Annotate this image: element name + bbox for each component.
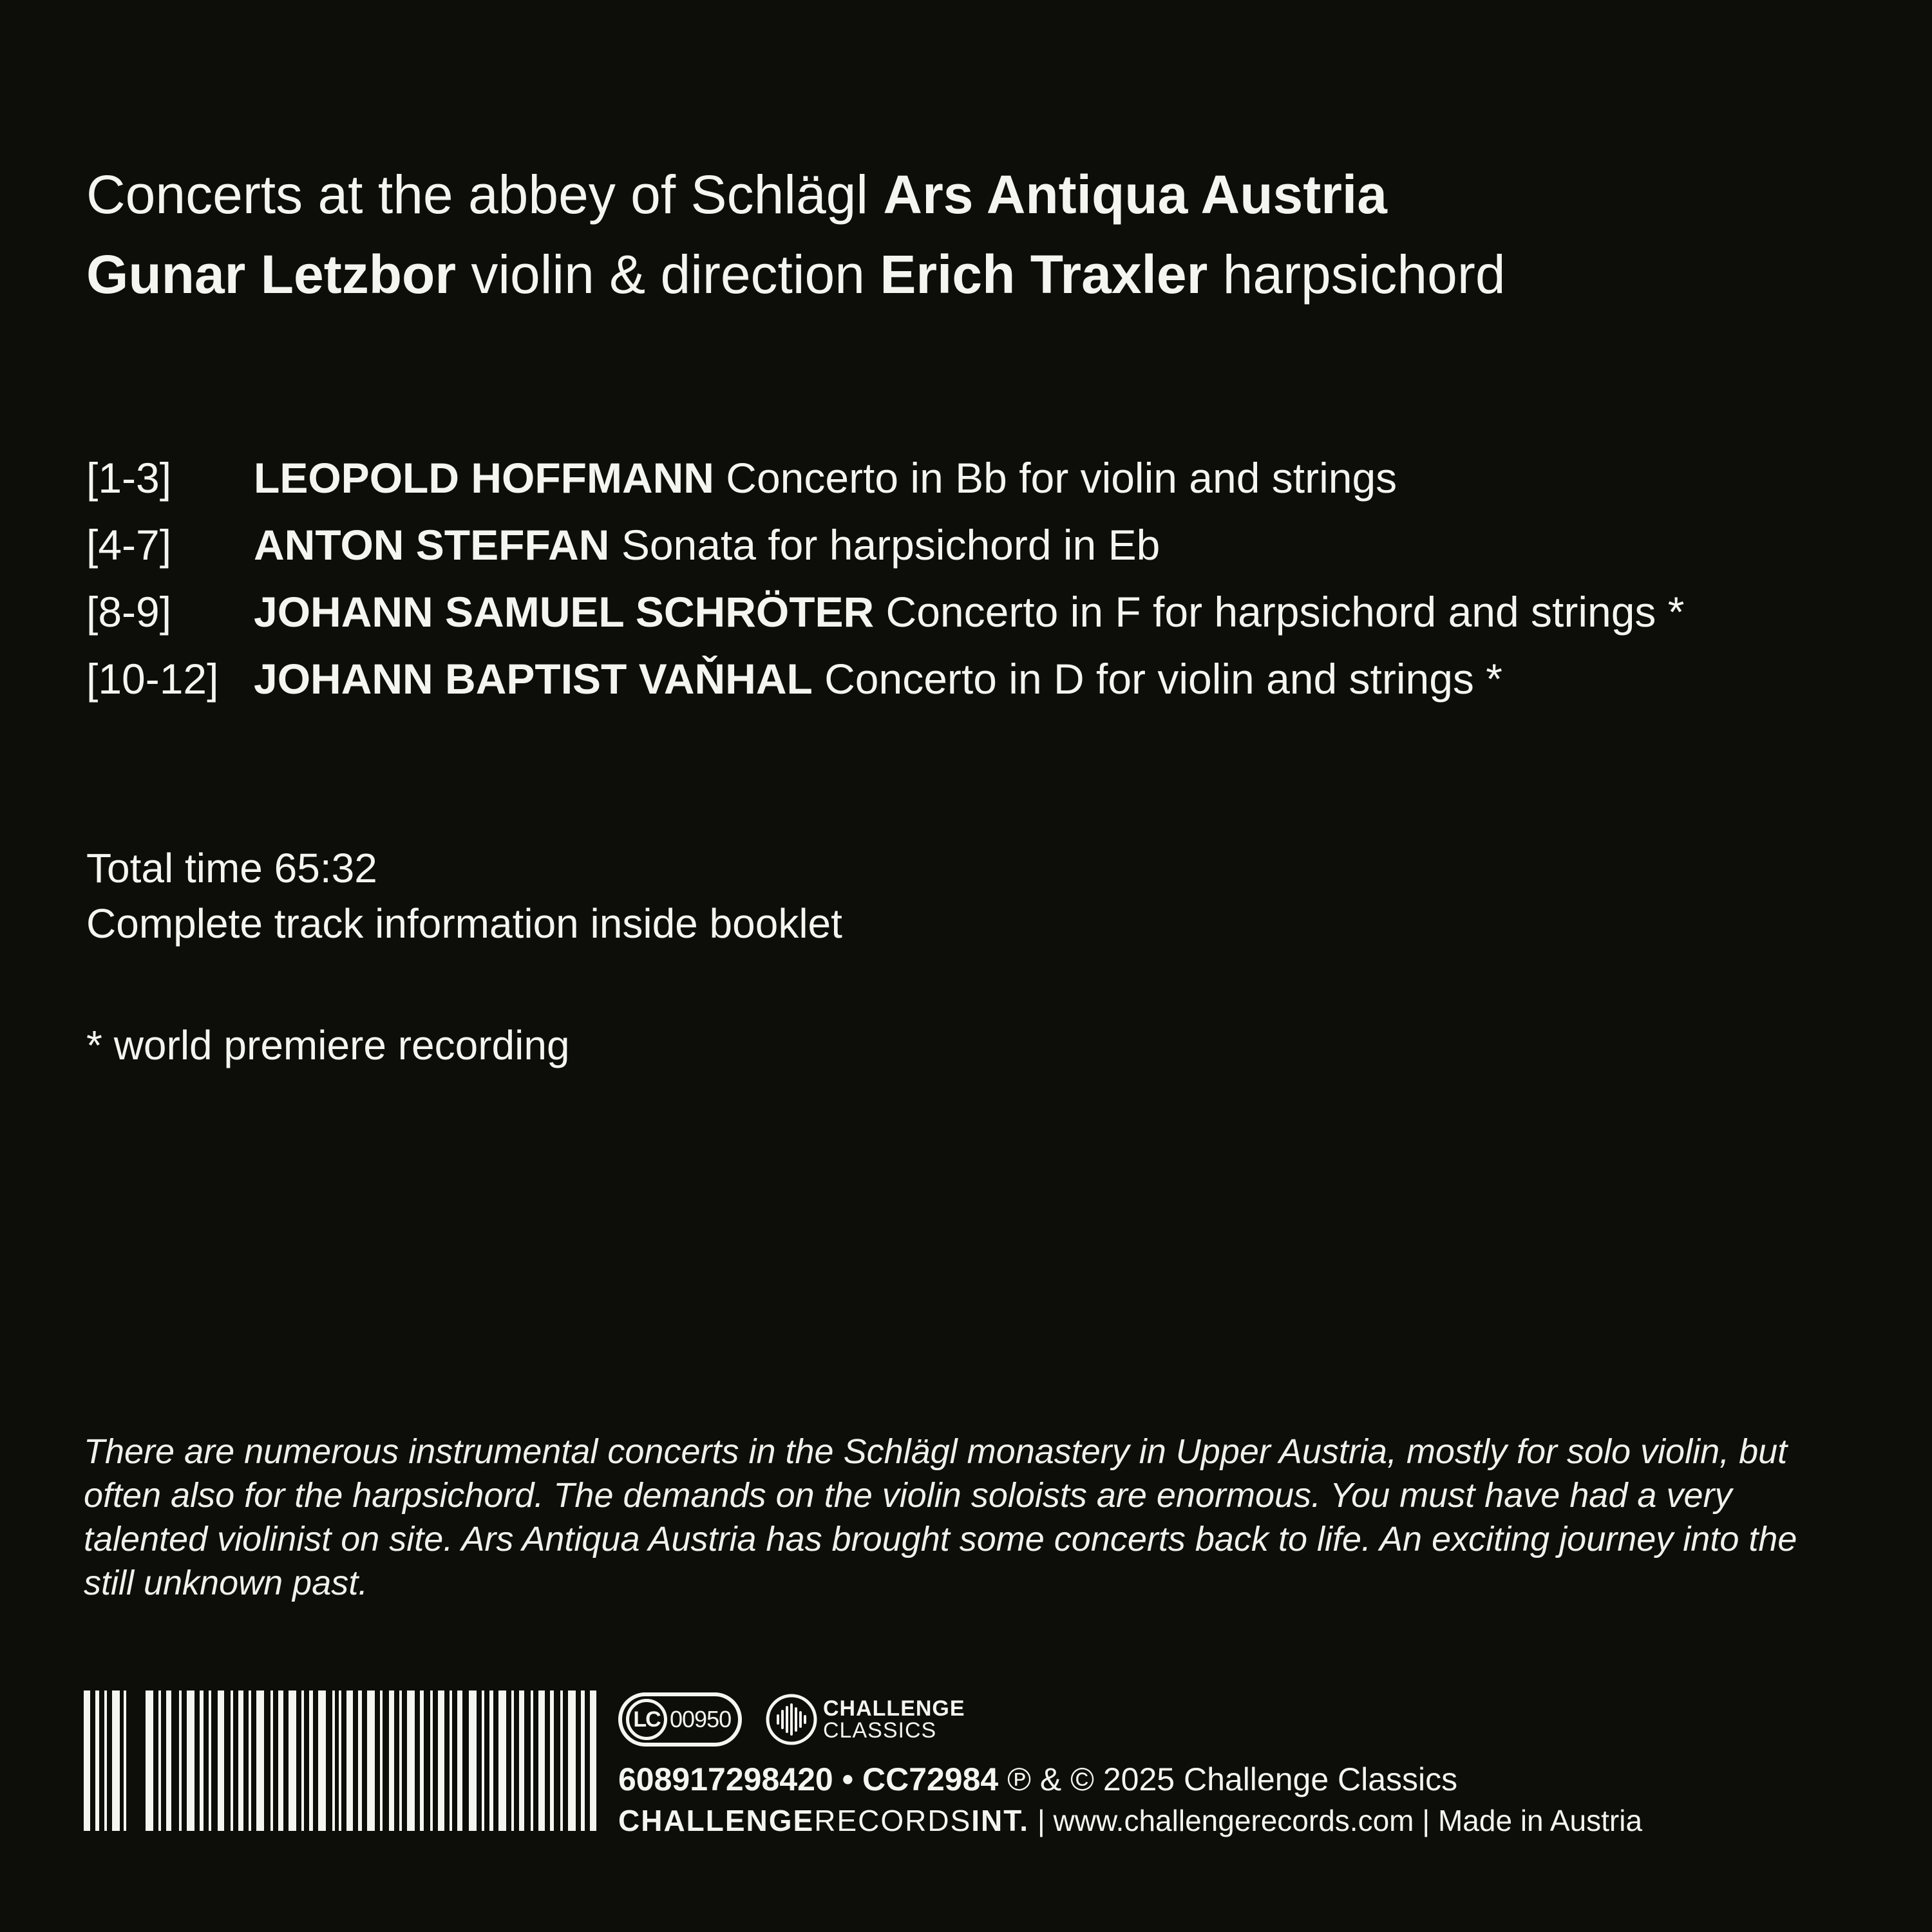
- harpsichordist-name: Erich Traxler: [880, 244, 1208, 305]
- catalog-line: [618, 1757, 1457, 1802]
- label-line-2: CLASSICS: [823, 1718, 937, 1743]
- track-composer: LEOPOLD HOFFMANN: [254, 454, 714, 502]
- challenge-classics-logo: [765, 1693, 965, 1746]
- booklet-note: Complete track information inside booklet: [86, 900, 842, 947]
- track-work: Concerto in D for violin and strings *: [824, 655, 1502, 703]
- header-line-1: [86, 155, 1889, 234]
- track-composer: ANTON STEFFAN: [254, 521, 610, 569]
- publisher-name-part3: INT.: [971, 1804, 1030, 1837]
- premiere-note: * world premiere recording: [86, 1022, 570, 1068]
- track-row: [86, 511, 1902, 578]
- total-time: Total time 65:32: [86, 845, 377, 891]
- lc-number: 00950: [670, 1706, 732, 1732]
- track-number: [1-3]: [86, 454, 172, 502]
- publisher-name-part1: CHALLENGE: [618, 1804, 815, 1837]
- publisher-name-part2: RECORDS: [814, 1804, 972, 1837]
- track-row: [86, 645, 1902, 712]
- timing-info: [86, 840, 842, 951]
- ensemble-name: Ars Antiqua Austria: [883, 164, 1387, 225]
- lc-mark: LC: [626, 1699, 667, 1740]
- track-number: [4-7]: [86, 521, 172, 569]
- label-logos: [618, 1690, 965, 1748]
- barcode: [84, 1690, 596, 1831]
- track-composer: JOHANN SAMUEL SCHRÖTER: [254, 588, 875, 636]
- sound-wave-icon: [765, 1693, 818, 1746]
- description-text: There are numerous instrumental concerts in the Schlägl monastery in Upper Austria, mostly for solo violin, but often also for the harpsichord. The demands on the violin soloists are enormous. You must have had a very talented violinist on site. Ars Antiqua Austria has brought some concerts back to life. An exciting journey into the still unknown past.: [84, 1432, 1797, 1602]
- track-composer: JOHANN BAPTIST VAŇHAL: [254, 655, 813, 703]
- track-number: [8-9]: [86, 588, 172, 636]
- track-work: Sonata for harpsichord in Eb: [621, 521, 1160, 569]
- copyright-notice: ℗ & © 2025 Challenge Classics: [1007, 1761, 1458, 1797]
- barcode-bars: [84, 1690, 596, 1831]
- track-work: Concerto in F for harpsichord and strings *: [886, 588, 1685, 636]
- violinist-name: Gunar Letzbor: [86, 244, 457, 305]
- header-line-2: [86, 234, 1889, 314]
- track-row: [86, 444, 1902, 511]
- track-row: [86, 578, 1902, 645]
- website-and-origin: | www.challengerecords.com | Made in Austria: [1037, 1804, 1643, 1837]
- publisher-line: [618, 1800, 1642, 1841]
- harpsichordist-role: harpsichord: [1222, 244, 1506, 305]
- label-line-1: CHALLENGE: [823, 1696, 965, 1721]
- album-title: Concerts at the abbey of Schlägl: [86, 164, 869, 225]
- catalog-codes: 608917298420 • CC72984: [618, 1761, 999, 1797]
- violinist-role: violin & direction: [471, 244, 865, 305]
- track-number: [10-12]: [86, 655, 219, 703]
- header-credits: [86, 155, 1889, 314]
- track-work: Concerto in Bb for violin and strings: [726, 454, 1397, 502]
- track-list: [86, 444, 1902, 712]
- challenge-classics-wordmark: [823, 1698, 965, 1741]
- label-code-logo: [618, 1692, 742, 1747]
